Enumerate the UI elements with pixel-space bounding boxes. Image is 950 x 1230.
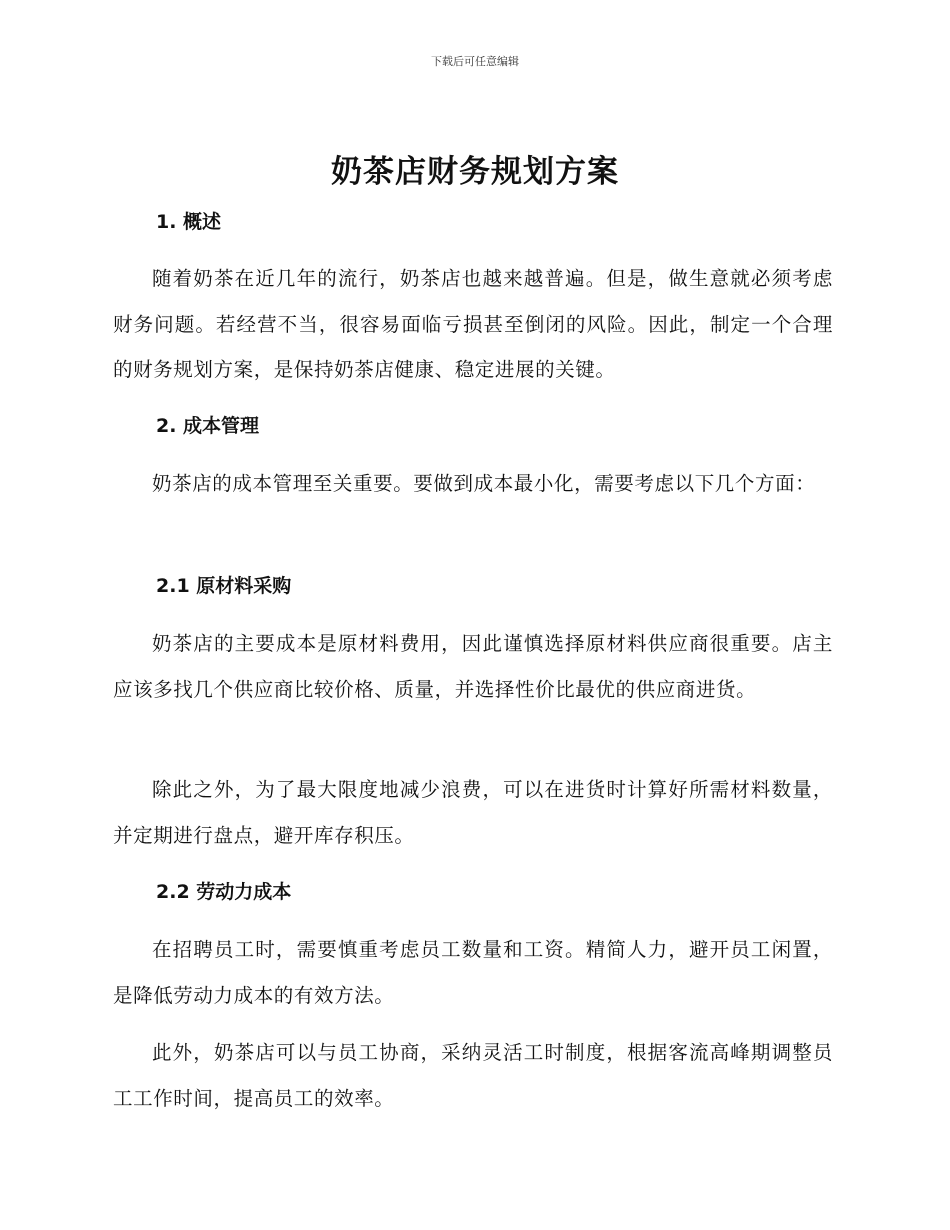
paragraph-overview: 随着奶茶在近几年的流行，奶茶店也越来越普遍。但是，做生意就必须考虑财务问题。若经营不当，很容易面临亏损甚至倒闭的风险。因此，制定一个合理的财务规划方案，是保持奶茶店健康、稳定进展的关键。 bbox=[113, 267, 833, 382]
paragraph-raw-materials-1: 奶茶店的主要成本是原材料费用，因此谨慎选择原材料供应商很重要。店主应该多找几个供应商比较价格、质量，并选择性价比最优的供应商进货。 bbox=[113, 632, 833, 701]
paragraph-labor-cost-2: 此外，奶茶店可以与员工协商，采纳灵活工时制度，根据客流高峰期调整员工工作时间，提高员工的效率。 bbox=[113, 1041, 833, 1110]
document-title: 奶茶店财务规划方案 bbox=[331, 154, 619, 190]
section-heading-overview: 1. 概述 bbox=[156, 211, 222, 233]
header-note: 下载后可任意编辑 bbox=[431, 55, 519, 68]
paragraph-labor-cost-1: 在招聘员工时，需要慎重考虑员工数量和工资。精简人力，避开员工闲置，是降低劳动力成本的有效方法。 bbox=[113, 938, 833, 1007]
paragraph-raw-materials-2: 除此之外，为了最大限度地减少浪费，可以在进货时计算好所需材料数量，并定期进行盘点，避开库存积压。 bbox=[113, 778, 833, 847]
section-heading-raw-materials: 2.1 原材料采购 bbox=[156, 575, 292, 597]
paragraph-cost-management: 奶茶店的成本管理至关重要。要做到成本最小化，需要考虑以下几个方面： bbox=[152, 472, 816, 495]
section-heading-cost-management: 2. 成本管理 bbox=[156, 415, 260, 437]
section-heading-labor-cost: 2.2 劳动力成本 bbox=[156, 881, 292, 903]
